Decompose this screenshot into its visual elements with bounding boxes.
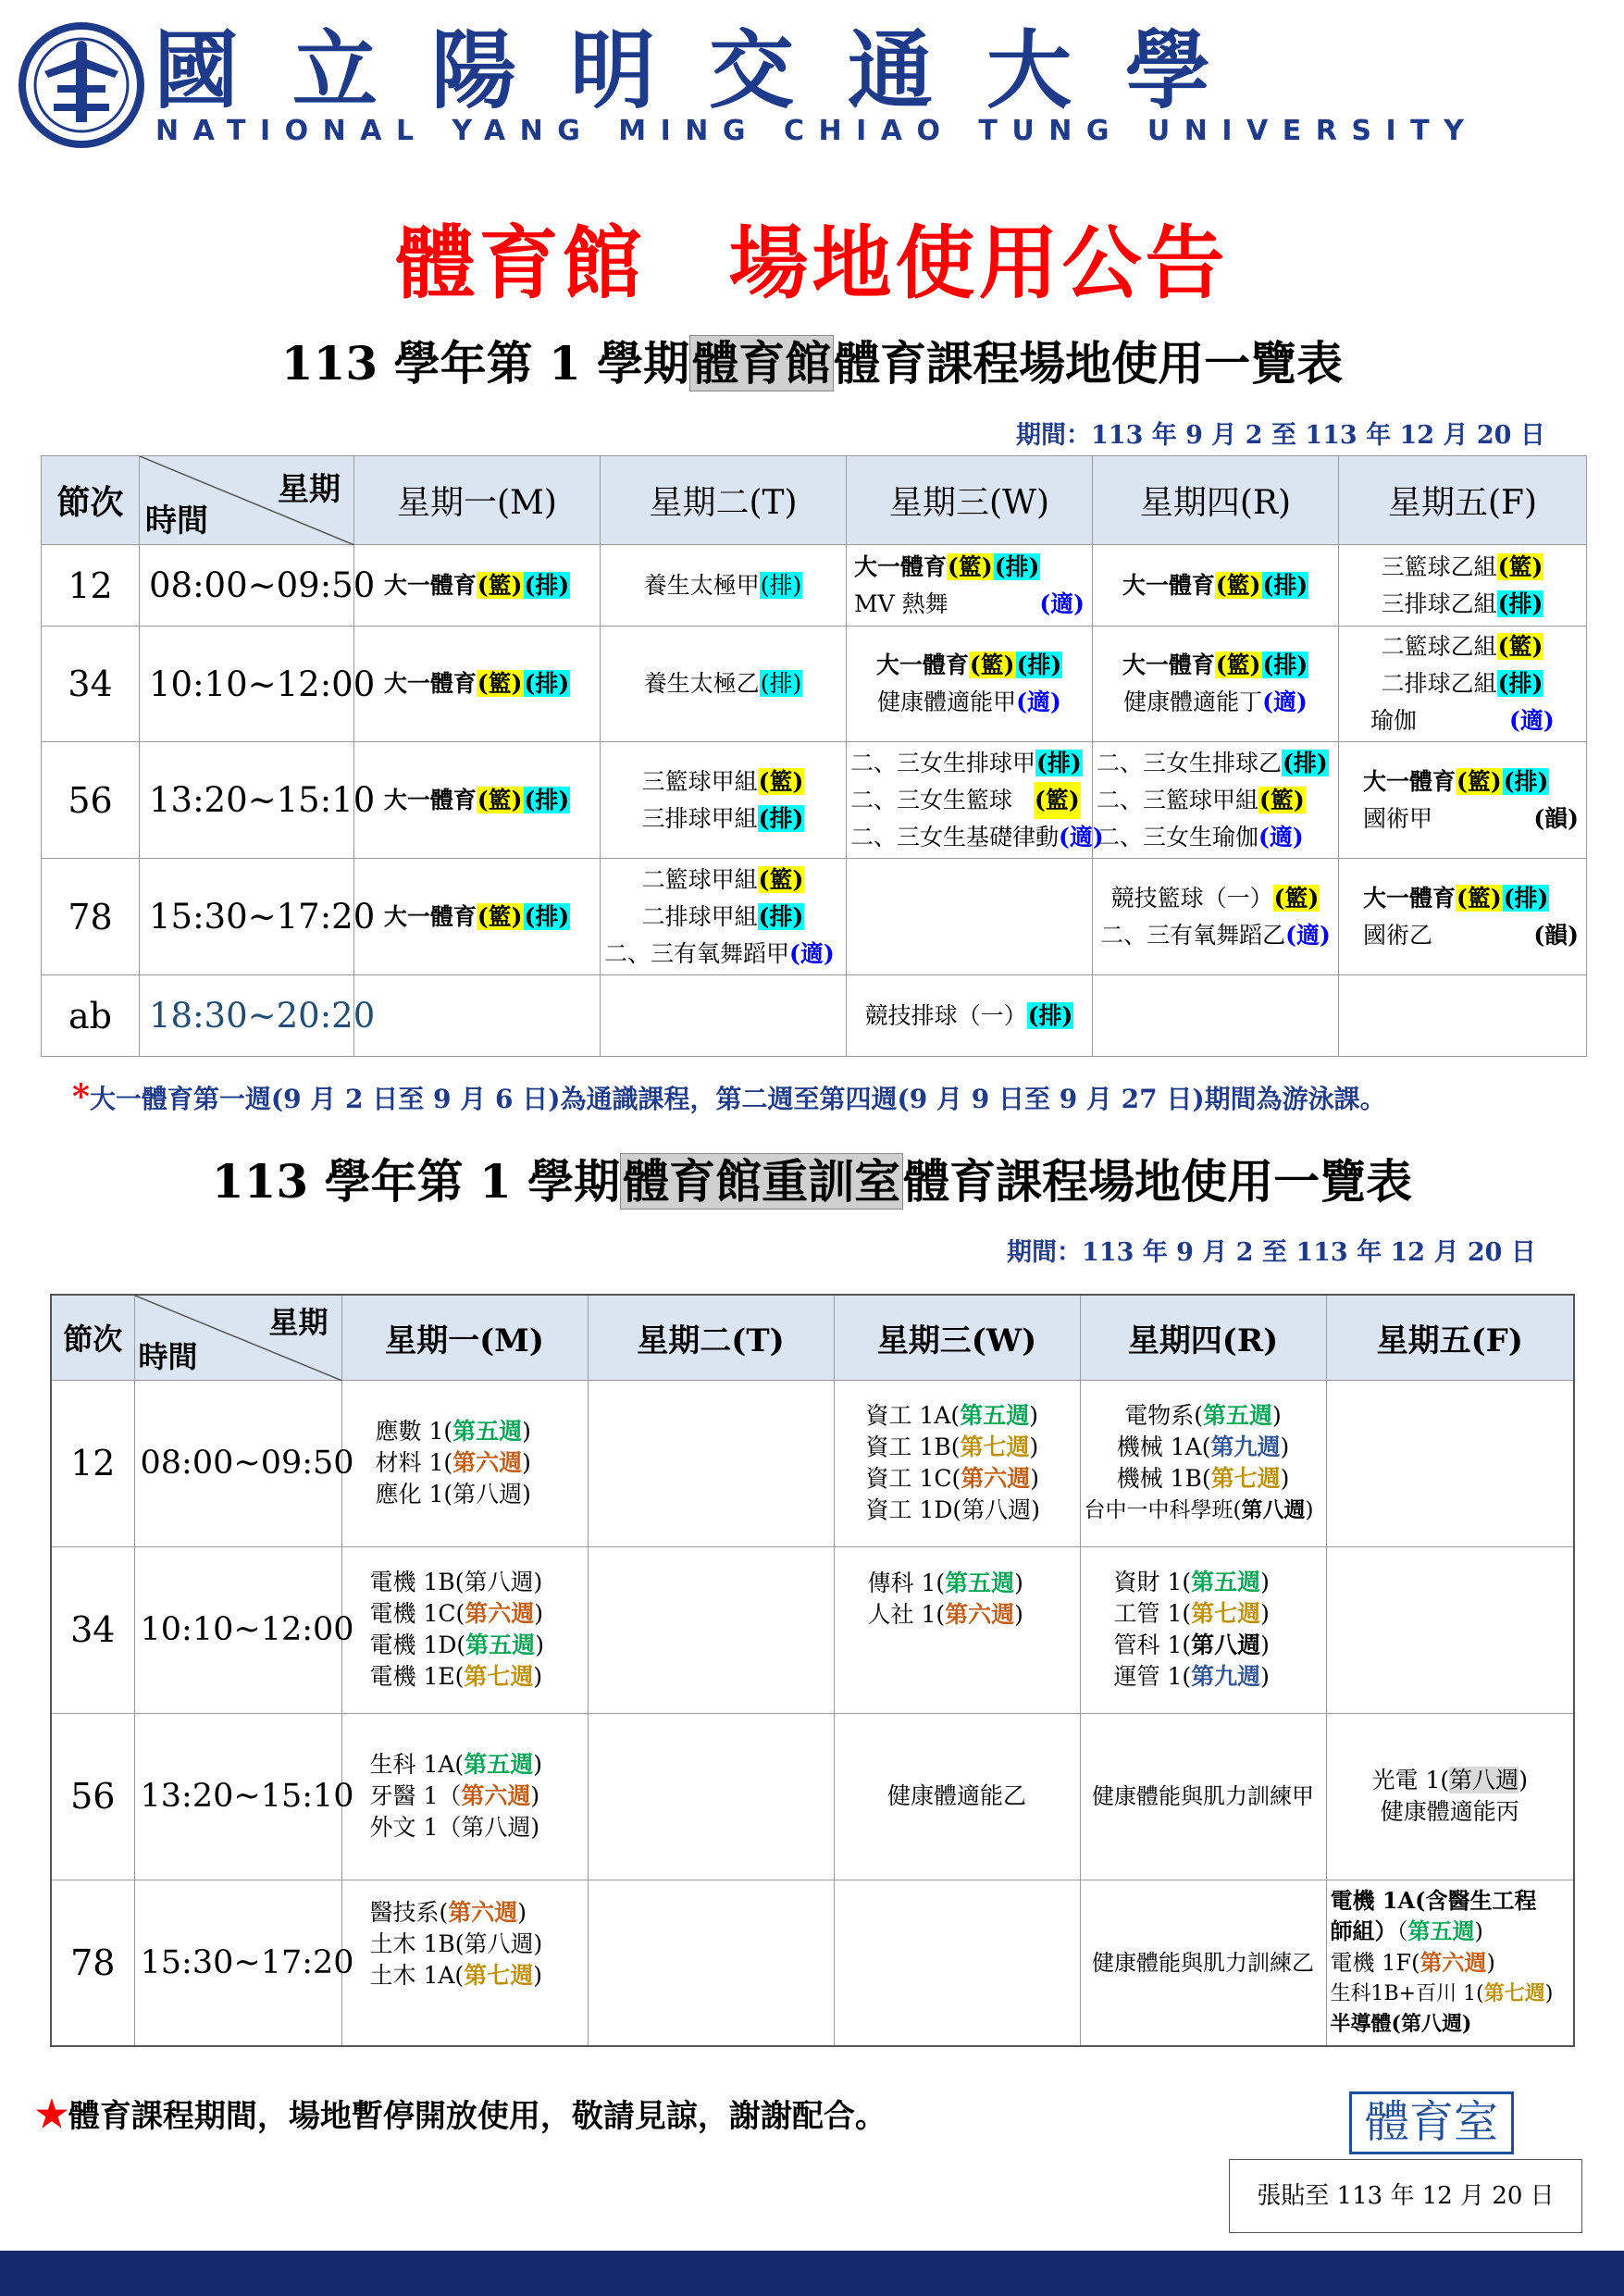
fit-tag: (適)	[1039, 590, 1085, 617]
slot-wed-56	[847, 742, 1104, 859]
week-tag: 第八週	[1241, 1497, 1306, 1522]
course: 二排球甲組	[641, 902, 758, 930]
announcement-title: 體育館 場地使用公告	[395, 217, 1229, 310]
slot-fri-56: 光電 1(第八週) 健康體適能丙	[1326, 1713, 1574, 1880]
course: 二排球乙組	[1381, 670, 1497, 697]
bask-tag: (籃)	[948, 552, 993, 580]
course: 國術乙	[1363, 921, 1433, 949]
course: 二、三女生排球乙	[1097, 749, 1283, 776]
week-tag: 第八週	[452, 1481, 523, 1508]
asterisk-icon: *	[72, 1077, 90, 1116]
class: 資工 1C	[865, 1465, 952, 1492]
course: 大一體育	[383, 571, 477, 599]
title-pre: 113 學年第 1 學期	[280, 336, 690, 391]
week-tag: 第八週	[961, 1496, 1032, 1523]
notice-text: 體育課程期間，場地暫停開放使用，敬請見諒，謝謝配合。	[68, 2098, 886, 2135]
slot-thu-56	[1093, 742, 1339, 859]
slot-fri-78: 電機 1A(含醫生工程 師組）（第五週) 電機 1F(第六週) 生科1B+百川 1(第七週) 半導體(第八週)	[1326, 1880, 1574, 2046]
table-row	[42, 545, 1587, 627]
course: 二、三女生瑜伽	[1097, 823, 1259, 850]
course: 競技排球（一）	[864, 1001, 1027, 1029]
volley-tag: (排)	[758, 804, 804, 832]
day-thu: 星期四(R)	[1080, 1295, 1326, 1380]
class: 土木 1A	[369, 1961, 455, 1989]
volley-tag: (排)	[760, 571, 802, 599]
bask-tag: (籃)	[1457, 767, 1502, 795]
time-cell: 15:30~17:20	[134, 1880, 341, 2046]
table-row	[51, 1380, 1574, 1546]
time-cell: 08:00~09:50	[140, 545, 354, 627]
slot-tue-78	[601, 859, 847, 975]
slot-thu-56	[1080, 1713, 1326, 1880]
table-row	[42, 859, 1587, 975]
volley-tag: (排)	[1262, 571, 1308, 599]
fit-tag: (適)	[1258, 823, 1304, 850]
week-time-corner	[140, 456, 354, 545]
slot-mon-56	[354, 742, 601, 859]
corner-week: 星期	[278, 471, 341, 508]
footnote-text: 大一體育第一週(9 月 2 日至 9 月 6 日)為通識課程，第二週至第四週(9 月 9 日至 9 月 27 日)期間為游泳課。	[89, 1084, 1386, 1114]
class: 電機 1A(含醫生工程	[1330, 1887, 1537, 1915]
day-mon: 星期一(M)	[341, 1295, 588, 1380]
bask-tag: (籃)	[969, 652, 1015, 678]
bask-tag: (籃)	[1034, 782, 1081, 819]
week-tag: 第八週	[1191, 1632, 1261, 1658]
volley-tag: (排)	[524, 670, 570, 697]
course: 健康體適能丁	[1123, 689, 1263, 715]
table-row	[42, 627, 1587, 742]
volley-tag: (排)	[1262, 652, 1308, 678]
slot-wed-12: 資工 1A(第五週) 資工 1B(第七週) 資工 1C(第六週) 資工 1D(第八週)	[834, 1380, 1080, 1546]
week-tag: 第五週	[945, 1569, 1015, 1596]
day-wed: 星期三(W)	[847, 456, 1093, 545]
course: 二、三有氧舞蹈甲	[604, 939, 790, 967]
course: 二籃球甲組	[641, 865, 758, 893]
week-tag: 第七週	[1483, 1981, 1545, 2006]
class: 健康體適能乙	[886, 1782, 1026, 1809]
slot-thu-34	[1093, 627, 1339, 742]
bask-tag: (籃)	[758, 767, 804, 795]
day-tue: 星期二(T)	[588, 1295, 834, 1380]
class: 生科 1A	[369, 1751, 455, 1778]
slot-tue-78	[588, 1880, 834, 2046]
week-tag: 第七週	[960, 1433, 1030, 1460]
course: 大一體育	[854, 552, 948, 580]
fit-tag: (適)	[1059, 823, 1104, 850]
gym-schedule-table	[41, 455, 1587, 1057]
volley-tag: (排)	[1016, 652, 1062, 678]
week-tag: 第六週	[1419, 1949, 1487, 1977]
table-row	[42, 742, 1587, 859]
pe-office-stamp: 體育室	[1349, 2091, 1514, 2154]
class: 電機 1B	[369, 1569, 455, 1595]
slot-wed-ab	[847, 975, 1093, 1057]
class: 醫技系	[369, 1898, 440, 1926]
class: 人社 1	[867, 1600, 936, 1628]
table-row	[51, 1713, 1574, 1880]
bask-tag: (籃)	[477, 670, 523, 697]
slot-thu-12	[1093, 545, 1339, 627]
course: 大一體育	[383, 670, 477, 697]
period-cell: 12	[51, 1380, 134, 1546]
class: 電機 1E	[369, 1663, 455, 1690]
course: 國術甲	[1363, 804, 1433, 832]
title-pre: 113 學年第 1 學期	[211, 1154, 621, 1209]
period-header: 節次	[42, 456, 140, 545]
slot-thu-78	[1080, 1880, 1326, 2046]
slot-thu-78	[1093, 859, 1339, 975]
class: 資工 1B	[865, 1433, 951, 1460]
volley-tag: (排)	[994, 552, 1040, 580]
day-fri: 星期五(F)	[1326, 1295, 1574, 1380]
time-cell: 08:00~09:50	[134, 1380, 341, 1546]
course: 大一體育	[383, 902, 477, 930]
course: 三排球甲組	[641, 804, 758, 832]
day-fri: 星期五(F)	[1339, 456, 1587, 545]
fit-tag: (適)	[789, 939, 835, 967]
slot-fri-34	[1339, 627, 1587, 742]
title-highlight: 體育館重訓室	[620, 1153, 903, 1210]
university-emblem-icon	[17, 20, 146, 150]
volley-tag: (排)	[758, 902, 804, 930]
slot-wed-78	[847, 859, 1093, 975]
class: 光電 1	[1371, 1767, 1441, 1793]
slot-wed-56	[834, 1713, 1080, 1880]
course: 大一體育	[1363, 884, 1457, 912]
volley-tag: (排)	[1503, 884, 1549, 912]
class: 師組）	[1330, 1917, 1397, 1945]
fit-tag: (適)	[1016, 689, 1061, 715]
course: 三籃球乙組	[1381, 552, 1497, 580]
day-wed: 星期三(W)	[834, 1295, 1080, 1380]
slot-tue-34	[588, 1546, 834, 1713]
week-tag: 第七週	[1191, 1600, 1261, 1627]
course: 二、三女生基礎律動	[850, 823, 1060, 850]
week-tag: 第七週	[464, 1663, 534, 1690]
class: 機械 1B	[1116, 1465, 1202, 1492]
week-tag: 第五週	[1191, 1569, 1261, 1595]
bask-tag: (籃)	[1259, 786, 1305, 813]
course: MV 熱舞	[854, 590, 948, 617]
class: 牙醫 1	[369, 1782, 439, 1809]
week-tag: 第五週	[1407, 1917, 1475, 1945]
bask-tag: (籃)	[1273, 884, 1320, 912]
time-cell: 10:10~12:00	[140, 627, 354, 742]
week-tag: 第六週	[452, 1449, 523, 1476]
slot-wed-12	[847, 545, 1093, 627]
slot-tue-ab	[601, 975, 847, 1057]
weight-period: 期間：113 年 9 月 2 至 113 年 12 月 20 日	[1007, 1238, 1536, 1267]
fit-tag: (適)	[1509, 707, 1555, 734]
corner-time: 時間	[138, 1338, 198, 1374]
bask-tag: (籃)	[1497, 633, 1543, 660]
volley-tag: (排)	[524, 786, 570, 813]
table-row	[51, 1546, 1574, 1713]
course: 二、三女生籃球	[850, 786, 1013, 813]
week-tag: 第五週	[1203, 1402, 1273, 1429]
period-cell: 34	[51, 1546, 134, 1713]
week-tag: 第五週	[452, 1418, 523, 1445]
slot-tue-56	[601, 742, 847, 859]
volley-tag: (排)	[1027, 1001, 1073, 1029]
course: 瑜伽	[1370, 707, 1418, 734]
week-tag: 第七週	[1210, 1465, 1281, 1492]
period-cell: 56	[51, 1713, 134, 1880]
rhythm-tag: (韻)	[1533, 921, 1579, 949]
slot-tue-12	[601, 545, 847, 627]
slot-mon-12	[354, 545, 601, 627]
slot-thu-34: 資財 1(第五週) 工管 1(第七週) 管科 1(第八週) 運管 1(第九週)	[1080, 1546, 1326, 1713]
week-tag: 第九週	[1191, 1663, 1261, 1690]
slot-thu-ab	[1093, 975, 1339, 1057]
table-row	[51, 1880, 1574, 2046]
volley-tag: (排)	[524, 571, 570, 599]
volley-tag: (排)	[1497, 590, 1543, 617]
slot-wed-78	[834, 1880, 1080, 2046]
gym-table-title	[0, 331, 1624, 396]
day-thu: 星期四(R)	[1093, 456, 1339, 545]
class: 生科1B+百川 1	[1330, 1982, 1477, 2006]
week-tag: 第六週	[448, 1898, 518, 1926]
course: 三排球乙組	[1381, 590, 1497, 617]
class: 機械 1A	[1116, 1433, 1202, 1460]
title-post: 體育課程場地使用一覽表	[903, 1154, 1413, 1209]
class: 傳科 1	[867, 1569, 936, 1596]
fit-tag: (適)	[1285, 921, 1331, 949]
class: 電物系	[1124, 1402, 1195, 1429]
week-tag: 第六週	[461, 1782, 531, 1809]
footer-bar	[0, 2251, 1624, 2296]
slot-mon-78	[354, 859, 601, 975]
period-cell: 34	[42, 627, 140, 742]
slot-mon-78: 醫技系(第六週) 土木 1B(第八週) 土木 1A(第七週)	[341, 1880, 588, 2046]
course: 大一體育	[1363, 767, 1457, 795]
week-time-corner	[134, 1295, 341, 1380]
post-until-box: 張貼至 113 年 12 月 20 日	[1229, 2159, 1582, 2233]
slot-fri-ab	[1339, 975, 1587, 1057]
slot-fri-12	[1339, 545, 1587, 627]
class: 半導體	[1330, 2012, 1392, 2037]
time-cell: 10:10~12:00	[134, 1546, 341, 1713]
week-tag: 第八週	[1400, 2012, 1462, 2037]
volley-tag: (排)	[1497, 670, 1543, 697]
course: 大一體育	[383, 786, 477, 813]
week-tag: 第五週	[960, 1402, 1030, 1429]
course: 大一體育	[1122, 652, 1215, 678]
time-cell: 13:20~15:10	[134, 1713, 341, 1880]
course: 養生太極乙	[643, 670, 760, 697]
volley-tag: (排)	[760, 670, 802, 697]
course: 大一體育	[875, 652, 969, 678]
slot-fri-34	[1326, 1546, 1574, 1713]
volley-tag: (排)	[1283, 749, 1328, 776]
bask-tag: (籃)	[1215, 652, 1261, 678]
class: 資工 1A	[865, 1402, 951, 1429]
course: 大一體育	[1122, 571, 1215, 599]
weight-table-title	[0, 1149, 1624, 1214]
course: 養生太極甲	[643, 571, 760, 599]
volley-tag: (排)	[1503, 767, 1549, 795]
bask-tag: (籃)	[758, 865, 804, 893]
class: 應數 1	[375, 1418, 444, 1445]
class: 台中一中科學班	[1084, 1498, 1233, 1522]
fit-tag: (適)	[1262, 689, 1308, 715]
period-cell: 78	[51, 1880, 134, 2046]
class: 電機 1D	[369, 1632, 457, 1658]
week-tag: 第六週	[961, 1465, 1031, 1492]
volley-tag: (排)	[524, 902, 570, 930]
period-cell: 12	[42, 545, 140, 627]
bask-tag: (籃)	[477, 902, 523, 930]
week-tag: 第九週	[1210, 1433, 1281, 1460]
university-name-zh: 國立陽明交通大學	[154, 21, 1265, 120]
course: 二、三女生排球甲	[850, 749, 1036, 776]
class: 材料 1	[375, 1449, 444, 1476]
time-cell: 18:30~20:20	[140, 975, 354, 1057]
corner-week: 星期	[268, 1305, 329, 1340]
course: 二、三有氧舞蹈乙	[1100, 921, 1286, 949]
class: 健康體能與肌力訓練甲	[1092, 1783, 1314, 1809]
bask-tag: (籃)	[1497, 552, 1543, 580]
period-header: 節次	[51, 1295, 134, 1380]
bask-tag: (籃)	[1457, 884, 1502, 912]
course: 健康體適能甲	[877, 689, 1017, 715]
time-cell: 15:30~17:20	[140, 859, 354, 975]
slot-tue-12	[588, 1380, 834, 1546]
class: 電機 1F	[1330, 1950, 1412, 1977]
week-tag: 第八週	[464, 1569, 534, 1595]
class: 健康體能與肌力訓練乙	[1092, 1949, 1314, 1976]
class: 管科 1	[1113, 1632, 1183, 1658]
volley-tag: (排)	[1036, 749, 1082, 776]
slot-fri-78	[1339, 859, 1587, 975]
slot-mon-56: 生科 1A(第五週) 牙醫 1（第六週) 外文 1（第八週)	[341, 1713, 588, 1880]
class: 運管 1	[1113, 1663, 1183, 1690]
title-highlight: 體育館	[689, 335, 834, 391]
slot-mon-12: 應數 1(第五週) 材料 1(第六週) 應化 1(第八週)	[341, 1380, 588, 1546]
day-tue: 星期二(T)	[601, 456, 847, 545]
class: 工管 1	[1113, 1600, 1183, 1627]
slot-tue-56	[588, 1713, 834, 1880]
gym-period: 期間：113 年 9 月 2 至 113 年 12 月 20 日	[1016, 421, 1545, 450]
class: 土木 1B	[369, 1930, 455, 1957]
course: 二、三籃球甲組	[1097, 786, 1259, 813]
week-tag: 第五週	[464, 1751, 534, 1778]
slot-fri-56	[1339, 742, 1587, 859]
footer-notice	[35, 2093, 886, 2138]
slot-wed-34: 傳科 1(第五週) 人社 1(第六週)	[834, 1546, 1080, 1713]
period-cell: 78	[42, 859, 140, 975]
course: 二籃球乙組	[1381, 633, 1497, 660]
week-tag: 第八週	[461, 1814, 531, 1841]
university-name-en: NATIONAL YANG MING CHIAO TUNG UNIVERSITY	[155, 115, 1479, 147]
corner-time: 時間	[145, 503, 208, 540]
slot-tue-34	[601, 627, 847, 742]
class: 電機 1C	[369, 1600, 456, 1627]
slot-thu-12: 電物系(第五週) 機械 1A(第九週) 機械 1B(第七週) 台中一中科學班(第八週)	[1080, 1380, 1326, 1546]
class: 資工 1D	[865, 1496, 953, 1523]
bask-tag: (籃)	[1215, 571, 1261, 599]
class: 外文 1	[369, 1814, 439, 1841]
time-cell: 13:20~15:10	[140, 742, 354, 859]
class: 資財 1	[1113, 1569, 1183, 1595]
rhythm-tag: (韻)	[1533, 804, 1579, 832]
day-mon: 星期一(M)	[354, 456, 601, 545]
period-cell: 56	[42, 742, 140, 859]
title-post: 體育課程場地使用一覽表	[834, 336, 1344, 391]
gym-footnote	[72, 1075, 1386, 1121]
week-tag: 第五週	[465, 1632, 536, 1658]
university-header	[17, 20, 1608, 150]
week-tag: 第八週	[464, 1930, 534, 1957]
week-tag: 第六週	[465, 1600, 535, 1627]
slot-wed-34	[847, 627, 1093, 742]
week-tag: 第六週	[945, 1600, 1015, 1628]
table-row	[42, 975, 1587, 1057]
week-tag: 第七週	[464, 1961, 534, 1989]
class: 健康體適能丙	[1380, 1798, 1519, 1825]
week-tag: 第八週	[1449, 1767, 1519, 1793]
bask-tag: (籃)	[477, 571, 523, 599]
course: 競技籃球（一）	[1110, 884, 1273, 912]
period-cell: ab	[42, 975, 140, 1057]
slot-mon-ab	[354, 975, 601, 1057]
class: 應化 1	[375, 1481, 444, 1508]
bask-tag: (籃)	[477, 786, 523, 813]
star-icon: ★	[35, 2092, 68, 2136]
weight-room-schedule-table	[50, 1294, 1575, 2047]
slot-mon-34: 電機 1B(第八週) 電機 1C(第六週) 電機 1D(第五週) 電機 1E(第七週)	[341, 1546, 588, 1713]
slot-mon-34	[354, 627, 601, 742]
course: 三籃球甲組	[641, 767, 758, 795]
slot-fri-12	[1326, 1380, 1574, 1546]
